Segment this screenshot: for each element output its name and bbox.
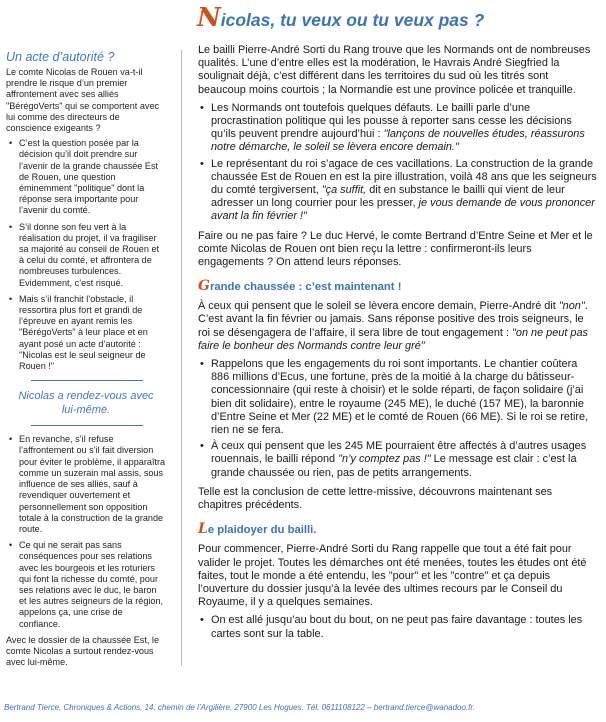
- paragraph-question: Faire ou ne pas faire ? Le duc Hervé, le comte Bertrand d’Entre Seine et Mer et le comte Nicolas de Rouen ont bien reçu la lettre : confirmeront-ils leurs engagements ? On attend leurs réponses.: [198, 229, 593, 269]
- subheading-text: rande chaussée : c’est maintenant !: [209, 281, 402, 294]
- sidebar-closing: Avec le dossier de la chaussée Est, le comte Nicolas a surtout rendez-vous avec lui-même.: [6, 634, 159, 668]
- sidebar-bullet: • S’il donne son feu vert à la réalisation du projet, il va fragiliser sa majorité au conseil de Rouen et à celui du comté, et affrontera de nombreuses turbulences. Evidemment, c’est risqué.: [6, 222, 166, 289]
- column-divider: [181, 50, 182, 666]
- bullet-list-2: [198, 358, 598, 480]
- subheading-drop-cap: L: [198, 521, 208, 538]
- sidebar-bullet-list: [6, 138, 166, 372]
- bullet-text: Le représentant du roi s’agace de ces vacillations. La construction de la grande chaussée Est de Rouen en est la pire illustration, voilà 48 ans que les seigneurs du comté tergiversent,: [211, 157, 597, 197]
- pullquote-divider-bottom: [31, 425, 143, 426]
- sidebar-bullet-text: Mais s’il franchit l’obstacle, il ressortira plus fort et grandi de l’épreuve en ayant remis les "BérégoVerts" à leur place et en ayant posé un acte d’autorité : "Nicolas est le seul seigneur de Rouen !": [19, 293, 148, 372]
- sidebar: [6, 50, 166, 672]
- paragraph-text: . C’est avant la fin février ou jamais. Sans réponse positive des trois seigneurs, le roi se désengagera de l’affaire, il sera libre de tout engagement :: [198, 300, 588, 339]
- bullet-item: [198, 102, 598, 155]
- bullet-item: • Rappelons que les engagements du roi sont importants. Le chantier coûtera 886 millions d’Ecus, une fortune, près de la moitié à la charge du bâtisseur-concessionnaire (qui reste à choisir) et le solde réparti, de façon solidaire (j’ai bien dit solidaire), entre le royaume (245 ME), le duché (157 ME), la baronnie d’Entre Seine et Mer (22 ME) et le comté de Rouen (66 ME). Si le roi se retire, rien ne se fera.: [198, 358, 598, 437]
- title-drop-cap: N: [197, 3, 221, 33]
- paragraph-plaidoyer: Pour commencer, Pierre-André Sorti du Rang rappelle que tout a été fait pour valider le projet. Toutes les démarches ont été menées, toutes les études ont été faites, tout le monde a été entendu, les "pour" et les "contre" et ça depuis l’ouverture du dossier jusqu’à la levée des ultimes recours par le Conseil du Royaume, il y a quelques semaines.: [198, 543, 587, 609]
- bullet-quote: "lançons de nouvelles études, réassurons notre démarche, le soleil se lèvera encore demain.": [211, 128, 585, 154]
- paragraph-quote: "non": [558, 300, 585, 313]
- paragraph-text: À ceux qui pensent que le soleil se lèvera encore demain, Pierre-André dit: [198, 300, 559, 313]
- bullet-quote: je vous demande de vous prononcer avant la fin février !": [211, 197, 595, 223]
- sidebar-title: Un acte d’autorité ?: [6, 50, 115, 64]
- paragraph-conclusion: Telle est la conclusion de cette lettre-missive, découvrons maintenant ses chapitres précédents.: [198, 485, 553, 512]
- bullet-item: [198, 158, 598, 224]
- footer-contact: Bertrand Tierce, Chroniques & Actions, 14, chemin de l’Argilière, 27900 Les Hogues. Tél. 0611108122 – bertrand.tierce@wanadoo.fr.: [4, 703, 475, 712]
- paragraph-quote: "on ne peut pas faire le bonheur des Normands contre leur gré": [198, 326, 588, 352]
- title-text: icolas, tu veux ou tu veux pas ?: [220, 10, 485, 30]
- bullet-quote: "ça suffit,: [321, 184, 367, 197]
- bullet-item: • On est allé jusqu’au bout du bout, on ne peut pas faire davantage : toutes les cartes sont sur la table.: [198, 614, 598, 640]
- sidebar-bullet: [6, 294, 166, 372]
- bullet-list-1: [198, 102, 598, 224]
- bullet-text: Les Normands ont toutefois quelques défauts. Le bailli parle d’une procrastination politique qui les pousse à reporter sans cesse les décisions qu’ils peuvent prendre aujourd’hui :: [211, 101, 572, 141]
- article-body: [198, 44, 598, 647]
- bullet-quote: "n’y comptez pas !": [338, 453, 431, 466]
- subheading-grande-chaussee: [198, 279, 598, 294]
- sidebar-bullet: • Ce qui ne serait pas sans conséquences pour ses relations avec les bourgeois et les roturiers qui font la richesse du comté, pour ses relations avec le duc, le baron et les autres seigneurs de la région, appelons ça, une crise de confiance.: [6, 540, 166, 630]
- bullet-text: dit en substance le bailli qui vient de leur adresser un long courrier pour les presser,: [211, 184, 565, 210]
- bullet-text: À ceux qui pensent que les 245 ME pourraient être affectés à d’autres usages rouennais, le bailli répond: [211, 440, 587, 466]
- bullet-item: [198, 440, 598, 480]
- sidebar-bullet: • C’est la question posée par la décision qu’il doit prendre sur l’avenir de la grande chaussée Est de Rouen, une question éminemment "politique" dont la réponse sera importante pour l’avenir du comté.: [6, 138, 166, 216]
- sidebar-bullet: • En revanche, s’il refuse l’affrontement ou s’il fait diversion pour éviter le problème, il apparaîtra comme un suzerain mal assis, sous influence de ses alliés, sauf à revendiquer ouvertement et personnellement son opposition totale à la construction de la grande route.: [6, 434, 166, 535]
- subheading-text: e plaidoyer du bailli.: [207, 524, 317, 537]
- sidebar-intro: Le comte Nicolas de Rouen va-t-il prendre le risque d’un premier affrontement avec ses alliés "BérégoVerts" qui se comportent avec lui comme des directeurs de conscience exigeants ?: [6, 67, 160, 134]
- bullet-list-3: [198, 614, 598, 640]
- page-title: [197, 3, 485, 33]
- subheading-plaidoyer: [198, 522, 598, 537]
- paragraph-intro: Le bailli Pierre-André Sorti du Rang trouve que les Normands ont de nombreuses qualités. L’une d’entre elles est la modération, le Havrais André Siegfried la soulignait déjà, c’est différent dans les territoires du sud où les titrés sont beaucoup moins courtois ; la Normandie est une province policée et tranquille.: [198, 44, 591, 96]
- subheading-drop-cap: G: [198, 278, 210, 295]
- paragraph-non: [198, 300, 598, 353]
- pullquote-divider-top: [31, 380, 143, 381]
- pullquote: Nicolas a rendez-vous avec lui-même.: [18, 390, 154, 417]
- bullet-text: Le message est clair : c’est la grande chaussée ou rien, pas de petits arrangements.: [211, 453, 577, 479]
- sidebar-bullet-list-2: [6, 434, 166, 629]
